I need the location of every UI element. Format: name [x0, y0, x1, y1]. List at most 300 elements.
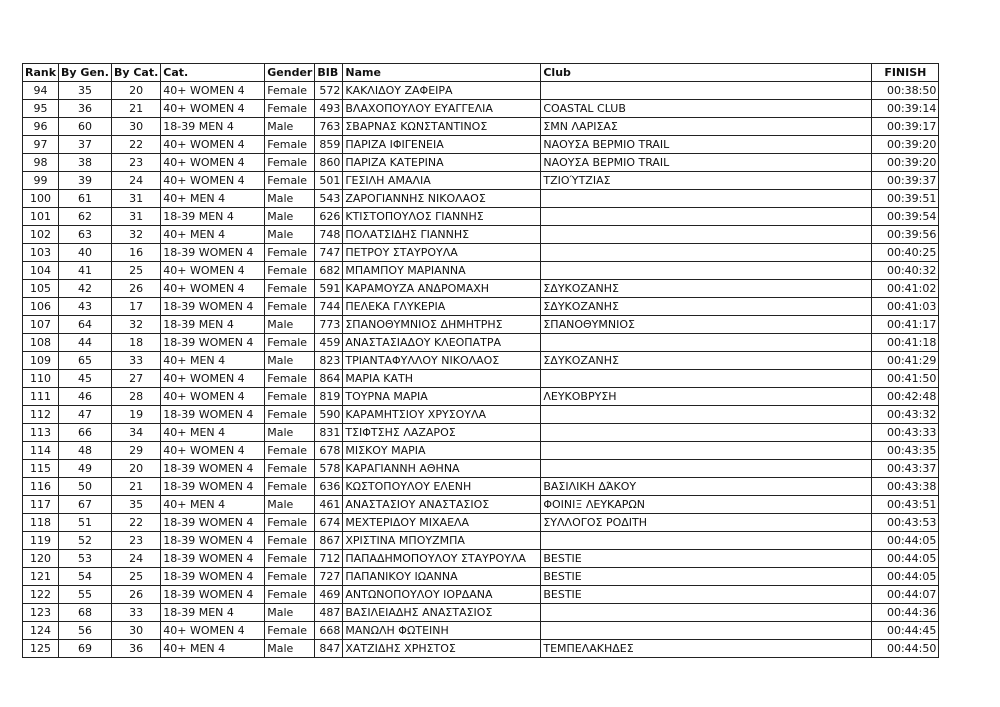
cell-rank: 107: [23, 316, 59, 334]
cell-by-cat: 22: [111, 136, 160, 154]
cell-club: [541, 406, 872, 424]
cell-gender: Female: [265, 334, 315, 352]
cell-by-gen: 46: [59, 388, 112, 406]
cell-by-gen: 65: [59, 352, 112, 370]
cell-category: 40+ WOMEN 4: [161, 172, 265, 190]
cell-name: ΑΝΑΣΤΑΣΙΑΔΟΥ ΚΛΕΟΠΑΤΡΑ: [343, 334, 541, 352]
cell-gender: Male: [265, 424, 315, 442]
cell-rank: 109: [23, 352, 59, 370]
cell-name: ΑΝΑΣΤΑΣΙΟΥ ΑΝΑΣΤΑΣΙΟΣ: [343, 496, 541, 514]
cell-finish: 00:39:20: [872, 154, 939, 172]
cell-bib: 572: [315, 82, 343, 100]
cell-club: ΣΜΝ ΛΑΡΙΣΑΣ: [541, 118, 872, 136]
cell-rank: 108: [23, 334, 59, 352]
table-row: [23, 424, 939, 442]
cell-gender: Female: [265, 370, 315, 388]
cell-by-cat: 21: [111, 100, 160, 118]
cell-by-cat: 35: [111, 496, 160, 514]
cell-category: 40+ MEN 4: [161, 190, 265, 208]
cell-club: [541, 622, 872, 640]
cell-gender: Female: [265, 478, 315, 496]
cell-gender: Male: [265, 640, 315, 658]
table-row: [23, 568, 939, 586]
cell-by-gen: 60: [59, 118, 112, 136]
cell-gender: Female: [265, 136, 315, 154]
cell-bib: 636: [315, 478, 343, 496]
cell-by-gen: 62: [59, 208, 112, 226]
cell-by-cat: 16: [111, 244, 160, 262]
cell-category: 40+ MEN 4: [161, 640, 265, 658]
cell-rank: 111: [23, 388, 59, 406]
cell-category: 40+ WOMEN 4: [161, 100, 265, 118]
table-row: [23, 496, 939, 514]
cell-name: ΠΕΛΕΚΑ ΓΛΥΚΕΡΙΑ: [343, 298, 541, 316]
cell-club: [541, 334, 872, 352]
cell-name: ΠΑΡΙΖΑ ΙΦΙΓΕΝΕΙΑ: [343, 136, 541, 154]
cell-name: ΤΟΥΡΝΑ ΜΑΡΙΑ: [343, 388, 541, 406]
cell-category: 40+ WOMEN 4: [161, 622, 265, 640]
cell-bib: 591: [315, 280, 343, 298]
cell-finish: 00:44:36: [872, 604, 939, 622]
cell-by-gen: 44: [59, 334, 112, 352]
cell-by-cat: 26: [111, 280, 160, 298]
cell-category: 18-39 WOMEN 4: [161, 244, 265, 262]
cell-category: 18-39 MEN 4: [161, 316, 265, 334]
cell-name: ΚΑΡΑΜΟΥΖΑ ΑΝΔΡΟΜΑΧΗ: [343, 280, 541, 298]
table-row: [23, 172, 939, 190]
cell-by-gen: 45: [59, 370, 112, 388]
header-name: Name: [343, 64, 541, 82]
cell-finish: 00:41:50: [872, 370, 939, 388]
cell-by-cat: 29: [111, 442, 160, 460]
table-row: [23, 442, 939, 460]
table-row: [23, 280, 939, 298]
cell-by-cat: 33: [111, 352, 160, 370]
cell-category: 40+ WOMEN 4: [161, 280, 265, 298]
cell-by-gen: 52: [59, 532, 112, 550]
cell-finish: 00:39:17: [872, 118, 939, 136]
cell-finish: 00:44:07: [872, 586, 939, 604]
table-row: [23, 514, 939, 532]
cell-rank: 110: [23, 370, 59, 388]
cell-gender: Female: [265, 514, 315, 532]
cell-rank: 102: [23, 226, 59, 244]
cell-finish: 00:39:56: [872, 226, 939, 244]
cell-bib: 668: [315, 622, 343, 640]
header-row: [23, 64, 939, 82]
cell-club: BESTIE: [541, 550, 872, 568]
cell-club: ΣΥΛΛΟΓΟΣ ΡΟΔΙΤΗ: [541, 514, 872, 532]
cell-bib: 727: [315, 568, 343, 586]
cell-by-cat: 19: [111, 406, 160, 424]
cell-by-cat: 28: [111, 388, 160, 406]
cell-by-gen: 37: [59, 136, 112, 154]
cell-name: ΜΑΝΩΛΗ ΦΩΤΕΙΝΗ: [343, 622, 541, 640]
cell-by-cat: 25: [111, 262, 160, 280]
cell-by-gen: 69: [59, 640, 112, 658]
cell-by-cat: 17: [111, 298, 160, 316]
cell-rank: 112: [23, 406, 59, 424]
cell-rank: 115: [23, 460, 59, 478]
cell-gender: Female: [265, 280, 315, 298]
cell-gender: Female: [265, 262, 315, 280]
cell-category: 40+ WOMEN 4: [161, 442, 265, 460]
cell-finish: 00:44:45: [872, 622, 939, 640]
cell-category: 18-39 WOMEN 4: [161, 334, 265, 352]
cell-category: 18-39 WOMEN 4: [161, 478, 265, 496]
cell-by-gen: 42: [59, 280, 112, 298]
cell-name: ΓΕΣΙΛΗ ΑΜΑΛΙΑ: [343, 172, 541, 190]
cell-finish: 00:39:20: [872, 136, 939, 154]
cell-gender: Male: [265, 190, 315, 208]
cell-name: ΜΕΧΤΕΡΙΔΟΥ ΜΙΧΑΕΛΑ: [343, 514, 541, 532]
cell-by-cat: 32: [111, 316, 160, 334]
table-row: [23, 622, 939, 640]
cell-club: COASTAL CLUB: [541, 100, 872, 118]
cell-finish: 00:39:37: [872, 172, 939, 190]
cell-bib: 744: [315, 298, 343, 316]
cell-by-gen: 56: [59, 622, 112, 640]
header-rank: Rank: [23, 64, 59, 82]
cell-by-cat: 26: [111, 586, 160, 604]
cell-rank: 120: [23, 550, 59, 568]
cell-club: [541, 460, 872, 478]
cell-by-cat: 20: [111, 82, 160, 100]
cell-category: 40+ MEN 4: [161, 424, 265, 442]
cell-by-cat: 36: [111, 640, 160, 658]
cell-club: [541, 262, 872, 280]
cell-club: ΤΕΜΠΕΛΑΚΗΔΕΣ: [541, 640, 872, 658]
table-row: [23, 190, 939, 208]
cell-finish: 00:44:50: [872, 640, 939, 658]
cell-finish: 00:38:50: [872, 82, 939, 100]
cell-by-gen: 64: [59, 316, 112, 334]
cell-club: ΣΔΥΚΟΖΑΝΗΣ: [541, 280, 872, 298]
cell-bib: 678: [315, 442, 343, 460]
cell-rank: 125: [23, 640, 59, 658]
table-row: [23, 118, 939, 136]
cell-category: 40+ MEN 4: [161, 496, 265, 514]
cell-category: 18-39 MEN 4: [161, 604, 265, 622]
cell-bib: 860: [315, 154, 343, 172]
results-table: [22, 63, 939, 658]
cell-by-cat: 31: [111, 190, 160, 208]
cell-bib: 493: [315, 100, 343, 118]
cell-bib: 459: [315, 334, 343, 352]
header-finish: FINISH: [872, 64, 939, 82]
cell-by-cat: 25: [111, 568, 160, 586]
cell-club: BESTIE: [541, 586, 872, 604]
cell-rank: 116: [23, 478, 59, 496]
cell-bib: 748: [315, 226, 343, 244]
cell-by-gen: 50: [59, 478, 112, 496]
cell-name: ΠΑΡΙΖΑ ΚΑΤΕΡΙΝΑ: [343, 154, 541, 172]
cell-club: [541, 244, 872, 262]
header-cat: Cat.: [161, 64, 265, 82]
table-row: [23, 154, 939, 172]
table-row: [23, 262, 939, 280]
cell-club: ΝΑΟΥΣΑ ΒΕΡΜΙΟ TRAIL: [541, 154, 872, 172]
cell-name: ΑΝΤΩΝΟΠΟΥΛΟΥ ΙΟΡΔΑΝΑ: [343, 586, 541, 604]
cell-rank: 118: [23, 514, 59, 532]
cell-bib: 543: [315, 190, 343, 208]
cell-gender: Male: [265, 226, 315, 244]
cell-category: 40+ WOMEN 4: [161, 370, 265, 388]
table-row: [23, 334, 939, 352]
cell-rank: 99: [23, 172, 59, 190]
cell-category: 18-39 WOMEN 4: [161, 586, 265, 604]
cell-bib: 674: [315, 514, 343, 532]
cell-by-cat: 18: [111, 334, 160, 352]
cell-club: [541, 226, 872, 244]
table-row: [23, 532, 939, 550]
cell-finish: 00:44:05: [872, 532, 939, 550]
cell-rank: 121: [23, 568, 59, 586]
cell-name: ΠΕΤΡΟΥ ΣΤΑΥΡΟΥΛΑ: [343, 244, 541, 262]
cell-bib: 590: [315, 406, 343, 424]
cell-club: [541, 424, 872, 442]
cell-gender: Female: [265, 406, 315, 424]
cell-name: ΣΠΑΝΟΘΥΜΝΙΟΣ ΔΗΜΗΤΡΗΣ: [343, 316, 541, 334]
cell-by-cat: 21: [111, 478, 160, 496]
cell-gender: Male: [265, 118, 315, 136]
cell-category: 18-39 WOMEN 4: [161, 514, 265, 532]
cell-gender: Male: [265, 604, 315, 622]
cell-gender: Male: [265, 496, 315, 514]
table-row: [23, 298, 939, 316]
cell-name: ΜΑΡΙΑ ΚΑΤΗ: [343, 370, 541, 388]
header-gender: Gender: [265, 64, 315, 82]
cell-rank: 124: [23, 622, 59, 640]
table-row: [23, 604, 939, 622]
cell-club: [541, 370, 872, 388]
cell-club: [541, 190, 872, 208]
cell-finish: 00:44:05: [872, 568, 939, 586]
cell-rank: 106: [23, 298, 59, 316]
cell-by-gen: 54: [59, 568, 112, 586]
cell-gender: Female: [265, 244, 315, 262]
cell-name: ΚΩΣΤΟΠΟΥΛΟΥ ΕΛΕΝΗ: [343, 478, 541, 496]
cell-category: 18-39 WOMEN 4: [161, 532, 265, 550]
cell-name: ΤΡΙΑΝΤΑΦΥΛΛΟΥ ΝΙΚΟΛΑΟΣ: [343, 352, 541, 370]
cell-by-cat: 34: [111, 424, 160, 442]
cell-finish: 00:41:17: [872, 316, 939, 334]
cell-rank: 100: [23, 190, 59, 208]
cell-category: 40+ WOMEN 4: [161, 388, 265, 406]
cell-gender: Female: [265, 172, 315, 190]
cell-bib: 712: [315, 550, 343, 568]
cell-category: 40+ WOMEN 4: [161, 82, 265, 100]
cell-category: 18-39 WOMEN 4: [161, 460, 265, 478]
cell-rank: 96: [23, 118, 59, 136]
cell-gender: Female: [265, 622, 315, 640]
cell-finish: 00:43:33: [872, 424, 939, 442]
cell-bib: 864: [315, 370, 343, 388]
cell-name: ΒΛΑΧΟΠΟΥΛΟΥ ΕΥΑΓΓΕΛΙΑ: [343, 100, 541, 118]
cell-by-cat: 23: [111, 154, 160, 172]
cell-by-gen: 49: [59, 460, 112, 478]
cell-bib: 461: [315, 496, 343, 514]
cell-rank: 101: [23, 208, 59, 226]
cell-gender: Male: [265, 208, 315, 226]
cell-rank: 114: [23, 442, 59, 460]
table-row: [23, 226, 939, 244]
cell-rank: 117: [23, 496, 59, 514]
table-row: [23, 316, 939, 334]
cell-bib: 747: [315, 244, 343, 262]
cell-bib: 823: [315, 352, 343, 370]
cell-by-cat: 31: [111, 208, 160, 226]
cell-by-gen: 51: [59, 514, 112, 532]
cell-by-gen: 41: [59, 262, 112, 280]
cell-club: ΛΕΥΚΟΒΡΥΣΗ: [541, 388, 872, 406]
cell-by-cat: 32: [111, 226, 160, 244]
cell-bib: 859: [315, 136, 343, 154]
cell-gender: Female: [265, 82, 315, 100]
cell-name: ΚΑΡΑΜΗΤΣΙΟΥ ΧΡΥΣΟΥΛΑ: [343, 406, 541, 424]
cell-finish: 00:43:38: [872, 478, 939, 496]
table-row: [23, 370, 939, 388]
cell-rank: 123: [23, 604, 59, 622]
cell-bib: 626: [315, 208, 343, 226]
cell-by-gen: 48: [59, 442, 112, 460]
cell-by-gen: 35: [59, 82, 112, 100]
cell-club: BESTIE: [541, 568, 872, 586]
cell-gender: Female: [265, 586, 315, 604]
cell-finish: 00:44:05: [872, 550, 939, 568]
cell-finish: 00:43:37: [872, 460, 939, 478]
table-row: [23, 352, 939, 370]
cell-gender: Male: [265, 316, 315, 334]
cell-name: ΚΑΡΑΓΙΑΝΝΗ ΑΘΗΝΑ: [343, 460, 541, 478]
cell-finish: 00:43:51: [872, 496, 939, 514]
cell-rank: 103: [23, 244, 59, 262]
cell-by-gen: 47: [59, 406, 112, 424]
cell-by-gen: 61: [59, 190, 112, 208]
cell-finish: 00:39:51: [872, 190, 939, 208]
cell-by-cat: 23: [111, 532, 160, 550]
cell-category: 40+ WOMEN 4: [161, 154, 265, 172]
cell-finish: 00:40:32: [872, 262, 939, 280]
cell-rank: 105: [23, 280, 59, 298]
cell-by-cat: 24: [111, 550, 160, 568]
cell-by-gen: 55: [59, 586, 112, 604]
cell-club: [541, 532, 872, 550]
cell-club: ΤΖΙΟΎΤΖΙΑΣ: [541, 172, 872, 190]
table-row: [23, 640, 939, 658]
cell-rank: 94: [23, 82, 59, 100]
table-row: [23, 550, 939, 568]
cell-name: ΤΣΙΦΤΣΗΣ ΛΑΖΑΡΟΣ: [343, 424, 541, 442]
cell-rank: 104: [23, 262, 59, 280]
cell-gender: Male: [265, 352, 315, 370]
cell-by-gen: 40: [59, 244, 112, 262]
cell-category: 18-39 MEN 4: [161, 118, 265, 136]
cell-finish: 00:43:53: [872, 514, 939, 532]
cell-bib: 469: [315, 586, 343, 604]
cell-name: ΠΑΠΑΝΙΚΟΥ ΙΩΑΝΝΑ: [343, 568, 541, 586]
cell-bib: 487: [315, 604, 343, 622]
cell-finish: 00:42:48: [872, 388, 939, 406]
cell-finish: 00:43:32: [872, 406, 939, 424]
table-row: [23, 100, 939, 118]
cell-by-gen: 68: [59, 604, 112, 622]
cell-category: 18-39 MEN 4: [161, 208, 265, 226]
cell-club: ΝΑΟΥΣΑ ΒΕΡΜΙΟ TRAIL: [541, 136, 872, 154]
table-row: [23, 208, 939, 226]
cell-finish: 00:41:29: [872, 352, 939, 370]
header-by-cat: By Cat.: [111, 64, 160, 82]
table-body: [23, 82, 939, 658]
cell-by-cat: 30: [111, 622, 160, 640]
cell-category: 18-39 WOMEN 4: [161, 406, 265, 424]
cell-rank: 97: [23, 136, 59, 154]
table-row: [23, 586, 939, 604]
cell-by-cat: 24: [111, 172, 160, 190]
cell-bib: 773: [315, 316, 343, 334]
cell-by-gen: 67: [59, 496, 112, 514]
cell-rank: 113: [23, 424, 59, 442]
header-by-gen: By Gen.: [59, 64, 112, 82]
cell-by-cat: 27: [111, 370, 160, 388]
cell-category: 18-39 WOMEN 4: [161, 550, 265, 568]
table-row: [23, 136, 939, 154]
cell-category: 40+ WOMEN 4: [161, 136, 265, 154]
cell-club: ΒΑΣΙΛΙΚΗ ΔΆΚΟΥ: [541, 478, 872, 496]
table-row: [23, 244, 939, 262]
cell-gender: Female: [265, 154, 315, 172]
cell-club: ΣΠΑΝΟΘΥΜΝΙΟΣ: [541, 316, 872, 334]
cell-finish: 00:40:25: [872, 244, 939, 262]
cell-name: ΠΟΛΑΤΣΙΔΗΣ ΓΙΑΝΝΗΣ: [343, 226, 541, 244]
cell-by-gen: 39: [59, 172, 112, 190]
cell-by-gen: 53: [59, 550, 112, 568]
cell-by-cat: 33: [111, 604, 160, 622]
cell-name: ΣΒΑΡΝΑΣ ΚΩΝΣΤΑΝΤΙΝΟΣ: [343, 118, 541, 136]
cell-category: 18-39 WOMEN 4: [161, 568, 265, 586]
cell-gender: Female: [265, 298, 315, 316]
cell-category: 40+ MEN 4: [161, 352, 265, 370]
table-row: [23, 478, 939, 496]
cell-club: ΣΔΥΚΟΖΑΝΗΣ: [541, 352, 872, 370]
cell-finish: 00:41:18: [872, 334, 939, 352]
cell-finish: 00:41:02: [872, 280, 939, 298]
cell-finish: 00:39:54: [872, 208, 939, 226]
cell-rank: 122: [23, 586, 59, 604]
cell-category: 18-39 WOMEN 4: [161, 298, 265, 316]
cell-rank: 95: [23, 100, 59, 118]
cell-name: ΒΑΣΙΛΕΙΑΔΗΣ ΑΝΑΣΤΑΣΙΟΣ: [343, 604, 541, 622]
cell-bib: 682: [315, 262, 343, 280]
cell-by-gen: 43: [59, 298, 112, 316]
cell-by-gen: 36: [59, 100, 112, 118]
cell-by-gen: 38: [59, 154, 112, 172]
cell-by-gen: 66: [59, 424, 112, 442]
cell-by-cat: 22: [111, 514, 160, 532]
cell-name: ΜΙΣΚΟΥ ΜΑΡΙΑ: [343, 442, 541, 460]
table-row: [23, 460, 939, 478]
table-row: [23, 388, 939, 406]
cell-gender: Female: [265, 388, 315, 406]
cell-by-gen: 63: [59, 226, 112, 244]
cell-name: ΧΑΤΖΙΔΗΣ ΧΡΗΣΤΟΣ: [343, 640, 541, 658]
cell-gender: Female: [265, 568, 315, 586]
header-bib: BIB: [315, 64, 343, 82]
cell-gender: Female: [265, 550, 315, 568]
cell-gender: Female: [265, 532, 315, 550]
cell-name: ΜΠΑΜΠΟΥ ΜΑΡΙΑΝΝΑ: [343, 262, 541, 280]
header-club: Club: [541, 64, 872, 82]
